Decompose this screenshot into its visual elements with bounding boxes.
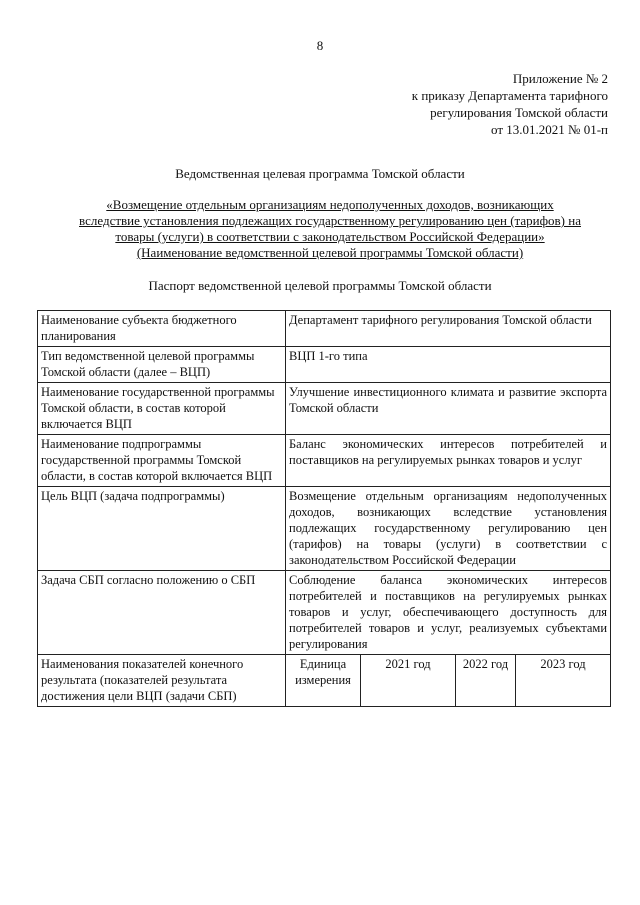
row-value: Соблюдение баланса экономических интересов потребителей и поставщиков на регулируемых рынках товаров и услуг, обеспечивающего доступность для потребителей товаров и услуг, реализуемых субъектами регулирования — [286, 571, 611, 655]
unit-header: Единица измерения — [286, 655, 361, 707]
row-value: Улучшение инвестиционного климата и развитие экспорта Томской области — [286, 383, 611, 435]
row-label: Наименование государственной программы Томской области, в состав которой включается ВЦП — [38, 383, 286, 435]
passport-table — [37, 310, 611, 707]
indicators-label: Наименования показателей конечного результата (показателей результата достижения цели ВЦП (задачи СБП) — [38, 655, 286, 707]
year-header: 2021 год — [361, 655, 456, 707]
table-row — [38, 383, 611, 435]
indicator-header-row — [38, 655, 611, 707]
table-row — [38, 347, 611, 383]
table-row — [38, 435, 611, 487]
year-header: 2022 год — [456, 655, 516, 707]
row-value: Возмещение отдельным организациям недополученных доходов, возникающих вследствие установления подлежащих государственному регулированию цен (тарифов) на товары (услуги) в соответствии с законодательством Российской Федерации — [286, 487, 611, 571]
table-row — [38, 311, 611, 347]
program-name-caption: (Наименование ведомственной целевой программы Томской области) — [136, 245, 524, 260]
program-name-line: вследствие установления подлежащих государственному регулированию цен (тарифов) на — [79, 213, 581, 228]
appendix-line: Приложение № 2 — [512, 71, 608, 86]
appendix-date-line: от 13.01.2021 № 01-п — [491, 122, 608, 137]
appendix-header — [412, 70, 608, 138]
program-name — [40, 197, 620, 261]
program-name-line: товары (услуги) в соответствии с законодательством Российской Федерации» — [115, 229, 545, 244]
passport-title: Паспорт ведомственной целевой программы Томской области — [148, 278, 492, 293]
appendix-line: регулирования Томской области — [430, 105, 608, 120]
appendix-line: к приказу Департамента тарифного — [411, 88, 608, 103]
row-label: Задача СБП согласно положению о СБП — [38, 571, 286, 655]
row-label: Наименование субъекта бюджетного планирования — [38, 311, 286, 347]
row-label: Наименование подпрограммы государственной программы Томской области, в состав которой включается ВЦП — [38, 435, 286, 487]
page-number: 8 — [316, 38, 324, 53]
row-value: ВЦП 1-го типа — [286, 347, 611, 383]
row-value: Департамент тарифного регулирования Томской области — [286, 311, 611, 347]
program-title: Ведомственная целевая программа Томской области — [175, 166, 465, 181]
program-name-line: «Возмещение отдельным организациям недополученных доходов, возникающих — [106, 197, 554, 212]
row-value: Баланс экономических интересов потребителей и поставщиков на регулируемых рынках товаров и услуг — [286, 435, 611, 487]
year-header: 2023 год — [516, 655, 611, 707]
table-row — [38, 571, 611, 655]
row-label: Тип ведомственной целевой программы Томской области (далее – ВЦП) — [38, 347, 286, 383]
table-row — [38, 487, 611, 571]
row-label: Цель ВЦП (задача подпрограммы) — [38, 487, 286, 571]
